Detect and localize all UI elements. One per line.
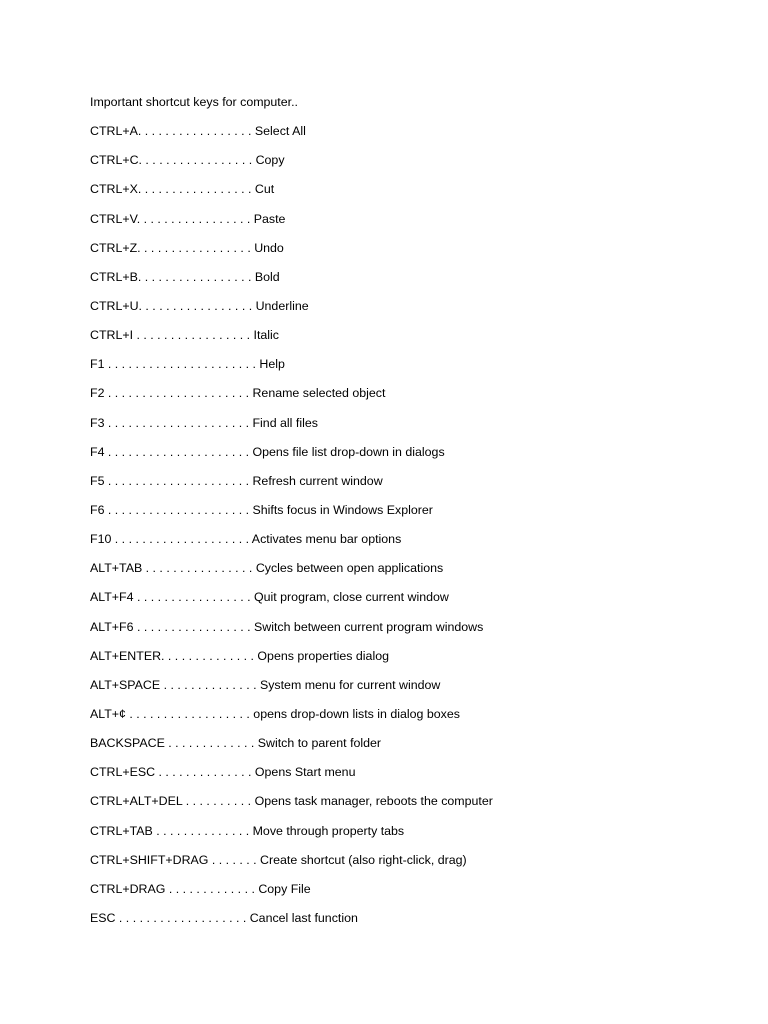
shortcut-line: CTRL+DRAG . . . . . . . . . . . . . Copy File [90, 881, 311, 896]
shortcut-line: CTRL+I . . . . . . . . . . . . . . . . . Italic [90, 328, 279, 343]
shortcut-line: CTRL+B. . . . . . . . . . . . . . . . . Bold [90, 269, 280, 284]
shortcut-line: ALT+¢ . . . . . . . . . . . . . . . . . . opens drop-down lists in dialog boxes [90, 706, 460, 721]
shortcut-line: F10 . . . . . . . . . . . . . . . . . . . . Activates menu bar options [90, 532, 402, 547]
shortcut-line: ALT+F4 . . . . . . . . . . . . . . . . . Quit program, close current window [90, 590, 449, 605]
document-title: Important shortcut keys for computer.. [90, 95, 298, 109]
shortcut-line: F1 . . . . . . . . . . . . . . . . . . . . . . Help [90, 357, 285, 372]
shortcut-line: CTRL+ESC . . . . . . . . . . . . . . Opens Start menu [90, 765, 356, 780]
shortcut-line: CTRL+C. . . . . . . . . . . . . . . . . Copy [90, 153, 285, 168]
shortcut-line: CTRL+ALT+DEL . . . . . . . . . . Opens task manager, reboots the computer [90, 794, 493, 809]
shortcut-line: CTRL+SHIFT+DRAG . . . . . . . Create shortcut (also right-click, drag) [90, 852, 467, 867]
shortcut-list [90, 122, 730, 938]
shortcut-line: CTRL+A. . . . . . . . . . . . . . . . . Select All [90, 124, 306, 139]
shortcut-line: ALT+SPACE . . . . . . . . . . . . . . System menu for current window [90, 677, 441, 692]
shortcut-line: F3 . . . . . . . . . . . . . . . . . . . . . Find all files [90, 415, 318, 430]
shortcut-line: BACKSPACE . . . . . . . . . . . . . Switch to parent folder [90, 736, 382, 751]
shortcut-line: F6 . . . . . . . . . . . . . . . . . . . . . Shifts focus in Windows Explorer [90, 502, 433, 517]
shortcut-line: CTRL+X. . . . . . . . . . . . . . . . . Cut [90, 182, 275, 197]
shortcut-line: ESC . . . . . . . . . . . . . . . . . . . Cancel last function [90, 910, 358, 925]
shortcut-line: ALT+TAB . . . . . . . . . . . . . . . . Cycles between open applications [90, 561, 444, 576]
shortcut-line: F2 . . . . . . . . . . . . . . . . . . . . . Rename selected object [90, 386, 386, 401]
shortcut-line: CTRL+Z. . . . . . . . . . . . . . . . . Undo [90, 240, 284, 255]
shortcut-line: CTRL+TAB . . . . . . . . . . . . . . Move through property tabs [90, 823, 405, 838]
shortcut-line: ALT+ENTER. . . . . . . . . . . . . . Opens properties dialog [90, 648, 389, 663]
document-body [90, 93, 730, 938]
shortcut-line: F4 . . . . . . . . . . . . . . . . . . . . . Opens file list drop-down in dialogs [90, 444, 445, 459]
shortcut-line: F5 . . . . . . . . . . . . . . . . . . . . . Refresh current window [90, 473, 383, 488]
shortcut-line: CTRL+U. . . . . . . . . . . . . . . . . Underline [90, 298, 309, 313]
shortcut-line: ALT+F6 . . . . . . . . . . . . . . . . . Switch between current program windows [90, 619, 484, 634]
shortcut-line: CTRL+V. . . . . . . . . . . . . . . . . Paste [90, 211, 286, 226]
